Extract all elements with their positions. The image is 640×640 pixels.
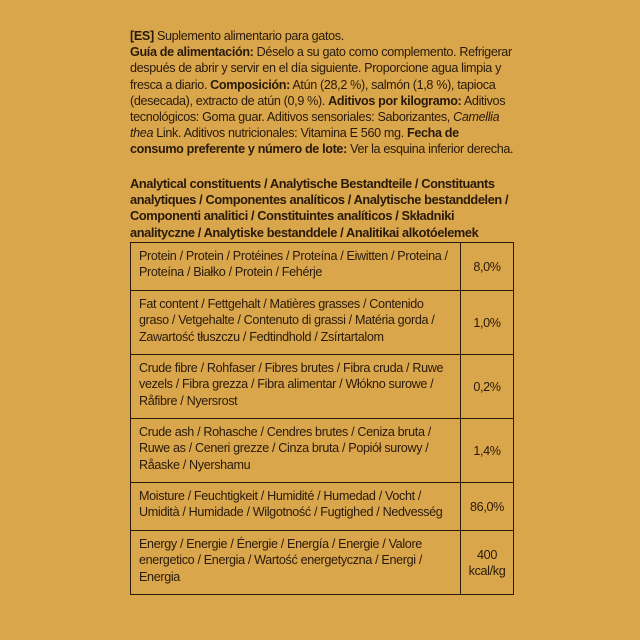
date-label: Fecha de consumo preferente y número de lote: [130,126,459,157]
analytical-heading: Analytical constituents / Analytische Bestandteile / Constituants analytiques / Componentes analíticos / Analytische bestanddelen / Componenti analitici / Constituintes analíticos / Składniki analityczne / Analytiske bestanddele / Analitikai alkotóelemek [130,175,509,240]
additives-label: Aditivos por kilogramo: [328,93,462,108]
label-text-block [130,28,514,595]
guide-text: Déselo a su gato como complemento. Refrigerar después de abrir y servir en el día siguiente. Proporcione agua limpia y fresca a diario. [130,45,512,92]
table-row [131,531,514,595]
analytical-table [130,242,514,595]
spanish-paragraph [130,28,514,158]
row-value: 0,2% [461,355,514,419]
row-label: Energy / Energie / Énergie / Energía / Energie / Valore energetico / Energia / Wartość energetyczna / Energi / Energia [131,531,461,595]
language-tag: [ES] [130,29,154,43]
row-label: Crude ash / Rohasche / Cendres brutes / Ceniza bruta / Ruwe as / Ceneri grezze / Cinza bruta / Popiół surowy / Råaske / Nyershamu [131,419,461,483]
guide-label: Guía de alimentación: [130,45,254,60]
table-row [131,243,514,291]
row-value: 1,4% [461,419,514,483]
date-text: Ver la esquina inferior derecha. [346,142,514,157]
additives-text: Aditivos tecnológicos: Goma guar. Aditivos sensoriales: Saborizantes, [130,93,506,125]
row-value: 8,0% [461,243,514,291]
spanish-section [130,28,514,158]
table-row [131,419,514,483]
intro-text: Suplemento alimentario para gatos. [153,29,344,43]
composition-text: Atún (28,2 %), salmón (1,8 %), tapioca (desecada), extracto de atún (0,9 %). [130,77,496,108]
additives-text-2: Link. Aditivos nutricionales: Vitamina E 560 mg. [153,126,407,141]
table-row [131,355,514,419]
row-value: 400 kcal/kg [461,531,514,595]
row-value: 86,0% [461,483,514,531]
row-label: Moisture / Feuchtigkeit / Humidité / Humedad / Vocht / Umidità / Humidade / Wilgotność / Fugtighed / Nedvesség [131,483,461,531]
row-label: Protein / Protein / Protéines / Proteína / Eiwitten / Proteina / Proteína / Białko / Protein / Fehérje [131,243,461,291]
row-label: Crude fibre / Rohfaser / Fibres brutes / Fibra cruda / Ruwe vezels / Fibra grezza / Fibra alimentar / Włókno surowe / Råfibre / Nyersrost [131,355,461,419]
additives-italic: Camellia thea [130,110,500,141]
table-row [131,291,514,355]
composition-label: Composición: [210,77,290,92]
row-value: 1,0% [461,291,514,355]
table-row [131,483,514,531]
row-label: Fat content / Fettgehalt / Matières grasses / Contenido graso / Vetgehalte / Contenuto di grassi / Matéria gorda / Zawartość tłuszczu / Fedtindhold / Zsírtartalom [131,291,461,355]
